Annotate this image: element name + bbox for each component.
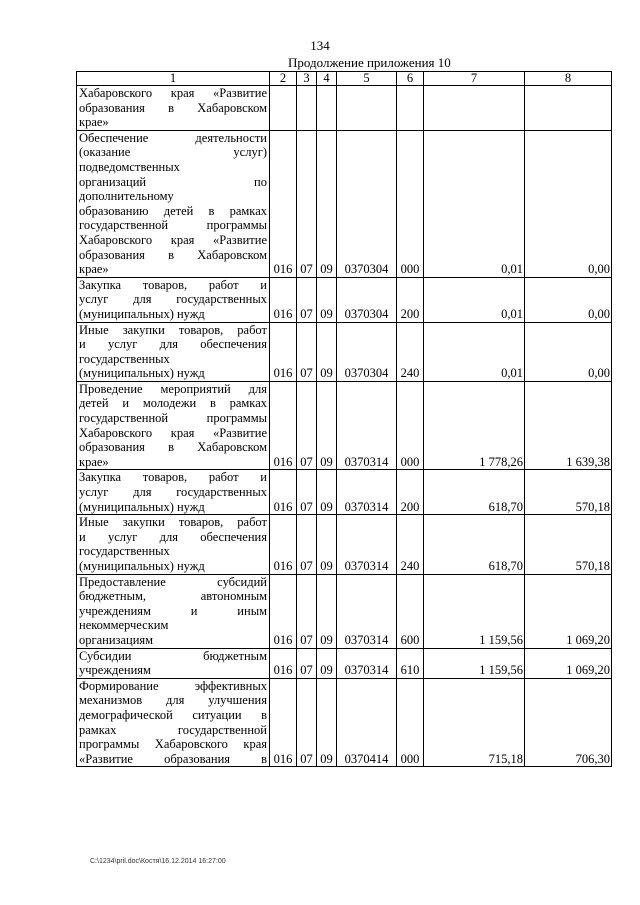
section-code-cell: 07: [297, 322, 317, 381]
description-line: государственной программы: [79, 411, 267, 426]
description-line: учреждениям: [79, 663, 151, 678]
subsection-code-cell: 09: [317, 574, 337, 648]
section-code-cell: 07: [297, 515, 317, 574]
expense-type-cell: 240: [397, 322, 424, 381]
target-article-cell: 0370304: [337, 130, 397, 277]
expense-type-cell: 000: [397, 678, 424, 767]
description-line: Хабаровского края «Развитие: [79, 425, 267, 440]
ministry-code-cell: 016: [270, 470, 297, 515]
header-cell: 4: [317, 72, 337, 86]
table-row: [77, 86, 612, 131]
table-row: [77, 574, 612, 648]
page-number: 134: [310, 38, 330, 53]
target-article-cell: 0370314: [337, 470, 397, 515]
table-row: [77, 648, 612, 678]
description-line: и услуг для обеспечения: [79, 337, 267, 352]
description-line: услуг для государственных: [79, 485, 267, 500]
description-line: рамках государственной: [79, 722, 267, 737]
description-line: государственной программы: [79, 218, 267, 233]
subsection-code-cell: 09: [317, 515, 337, 574]
header-cell: 8: [525, 72, 612, 86]
approved-amount-cell: 1 778,26: [424, 381, 525, 470]
target-article-cell: 0370314: [337, 381, 397, 470]
row-description: [77, 381, 270, 470]
header-cell: 2: [270, 72, 297, 86]
target-article-cell: 0370314: [337, 574, 397, 648]
description-line: детей и молодежи в рамках: [79, 396, 267, 411]
description-line: дополнительному: [79, 189, 174, 204]
executed-amount-cell: 1 069,20: [525, 574, 612, 648]
approved-amount-cell: 0,01: [424, 322, 525, 381]
description-line: подведомственных: [79, 159, 180, 174]
table-row: [77, 322, 612, 381]
expense-type-cell: 610: [397, 648, 424, 678]
expense-type-cell: [397, 86, 424, 131]
description-line: бюджетным, автономным: [79, 589, 267, 604]
row-description: [77, 574, 270, 648]
budget-table: [76, 71, 612, 767]
row-description: [77, 470, 270, 515]
description-line: Закупка товаров, работ и: [79, 277, 267, 292]
expense-type-cell: 240: [397, 515, 424, 574]
executed-amount-cell: [525, 86, 612, 131]
description-line: организациям: [79, 632, 154, 647]
description-line: (муниципальных) нужд: [79, 366, 205, 381]
approved-amount-cell: 1 159,56: [424, 574, 525, 648]
ministry-code-cell: 016: [270, 678, 297, 767]
table-row: [77, 130, 612, 277]
table-row: [77, 277, 612, 322]
table-body: [77, 86, 612, 767]
description-line: образования в Хабаровском: [79, 100, 267, 115]
description-line: (муниципальных) нужд: [79, 306, 205, 321]
description-line: учреждениям и иным: [79, 603, 267, 618]
subsection-code-cell: 09: [317, 678, 337, 767]
executed-amount-cell: 570,18: [525, 515, 612, 574]
header-cell: 5: [337, 72, 397, 86]
description-line: (муниципальных) нужд: [79, 499, 205, 514]
row-description: [77, 322, 270, 381]
description-line: (оказание услуг): [79, 145, 267, 160]
header-cell: 1: [77, 72, 270, 86]
row-description: [77, 86, 270, 131]
subsection-code-cell: 09: [317, 130, 337, 277]
approved-amount-cell: 618,70: [424, 470, 525, 515]
ministry-code-cell: [270, 86, 297, 131]
ministry-code-cell: 016: [270, 277, 297, 322]
table-row: [77, 515, 612, 574]
subsection-code-cell: 09: [317, 277, 337, 322]
ministry-code-cell: 016: [270, 648, 297, 678]
subsection-code-cell: 09: [317, 322, 337, 381]
header-cell: 6: [397, 72, 424, 86]
description-line: Иные закупки товаров, работ: [79, 322, 267, 337]
target-article-cell: 0370314: [337, 648, 397, 678]
description-line: демографической ситуации в: [79, 707, 267, 722]
subsection-code-cell: 09: [317, 470, 337, 515]
file-path-footer: C:\1234\pril.doc\Костя\16.12.2014 16:27:00: [90, 858, 226, 865]
section-code-cell: 07: [297, 574, 317, 648]
expense-type-cell: 200: [397, 277, 424, 322]
table-row: [77, 470, 612, 515]
executed-amount-cell: 570,18: [525, 470, 612, 515]
header-cell: 3: [297, 72, 317, 86]
description-line: крае»: [79, 115, 109, 130]
description-line: Проведение мероприятий для: [79, 381, 267, 396]
header-row: [77, 72, 612, 86]
section-code-cell: 07: [297, 648, 317, 678]
description-line: «Развитие образования в: [79, 751, 267, 766]
description-line: организаций по: [79, 174, 267, 189]
description-line: образования в Хабаровском: [79, 247, 267, 262]
approved-amount-cell: 1 159,56: [424, 648, 525, 678]
approved-amount-cell: [424, 86, 525, 131]
description-line: государственных: [79, 351, 170, 366]
subsection-code-cell: 09: [317, 648, 337, 678]
description-line: некоммерческим: [79, 618, 169, 633]
target-article-cell: 0370304: [337, 322, 397, 381]
description-line: Закупка товаров, работ и: [79, 470, 267, 485]
section-code-cell: 07: [297, 381, 317, 470]
row-description: [77, 277, 270, 322]
description-line: крае»: [79, 262, 109, 277]
approved-amount-cell: 0,01: [424, 130, 525, 277]
description-line: государственных: [79, 544, 170, 559]
ministry-code-cell: 016: [270, 381, 297, 470]
executed-amount-cell: 1 639,38: [525, 381, 612, 470]
subsection-code-cell: [317, 86, 337, 131]
subsection-code-cell: 09: [317, 381, 337, 470]
description-line: Субсидии бюджетным: [79, 648, 267, 663]
table-row: [77, 381, 612, 470]
description-line: Предоставление субсидий: [79, 574, 267, 589]
description-line: крае»: [79, 454, 109, 469]
target-article-cell: 0370414: [337, 678, 397, 767]
section-code-cell: [297, 86, 317, 131]
executed-amount-cell: 0,00: [525, 277, 612, 322]
description-line: Иные закупки товаров, работ: [79, 515, 267, 530]
executed-amount-cell: 0,00: [525, 322, 612, 381]
ministry-code-cell: 016: [270, 574, 297, 648]
section-code-cell: 07: [297, 130, 317, 277]
target-article-cell: 0370304: [337, 277, 397, 322]
description-line: образования в Хабаровском: [79, 440, 267, 455]
expense-type-cell: 000: [397, 381, 424, 470]
executed-amount-cell: 706,30: [525, 678, 612, 767]
continuation-title: Продолжение приложения 10: [288, 55, 451, 70]
description-line: Хабаровского края «Развитие: [79, 86, 267, 100]
row-description: [77, 130, 270, 277]
description-line: услуг для государственных: [79, 292, 267, 307]
target-article-cell: [337, 86, 397, 131]
header-cell: 7: [424, 72, 525, 86]
table-row: [77, 678, 612, 767]
row-description: [77, 515, 270, 574]
description-line: образованию детей в рамках: [79, 203, 267, 218]
expense-type-cell: 200: [397, 470, 424, 515]
expense-type-cell: 000: [397, 130, 424, 277]
executed-amount-cell: 0,00: [525, 130, 612, 277]
description-line: Хабаровского края «Развитие: [79, 232, 267, 247]
target-article-cell: 0370314: [337, 515, 397, 574]
ministry-code-cell: 016: [270, 130, 297, 277]
description-line: и услуг для обеспечения: [79, 529, 267, 544]
section-code-cell: 07: [297, 277, 317, 322]
row-description: [77, 648, 270, 678]
section-code-cell: 07: [297, 678, 317, 767]
approved-amount-cell: 618,70: [424, 515, 525, 574]
approved-amount-cell: 715,18: [424, 678, 525, 767]
ministry-code-cell: 016: [270, 515, 297, 574]
description-line: программы Хабаровского края: [79, 737, 267, 752]
description-line: Формирование эффективных: [79, 678, 267, 693]
row-description: [77, 678, 270, 767]
description-line: механизмов для улучшения: [79, 693, 267, 708]
approved-amount-cell: 0,01: [424, 277, 525, 322]
description-line: Обеспечение деятельности: [79, 130, 267, 145]
ministry-code-cell: 016: [270, 322, 297, 381]
description-line: (муниципальных) нужд: [79, 559, 205, 573]
executed-amount-cell: 1 069,20: [525, 648, 612, 678]
section-code-cell: 07: [297, 470, 317, 515]
expense-type-cell: 600: [397, 574, 424, 648]
